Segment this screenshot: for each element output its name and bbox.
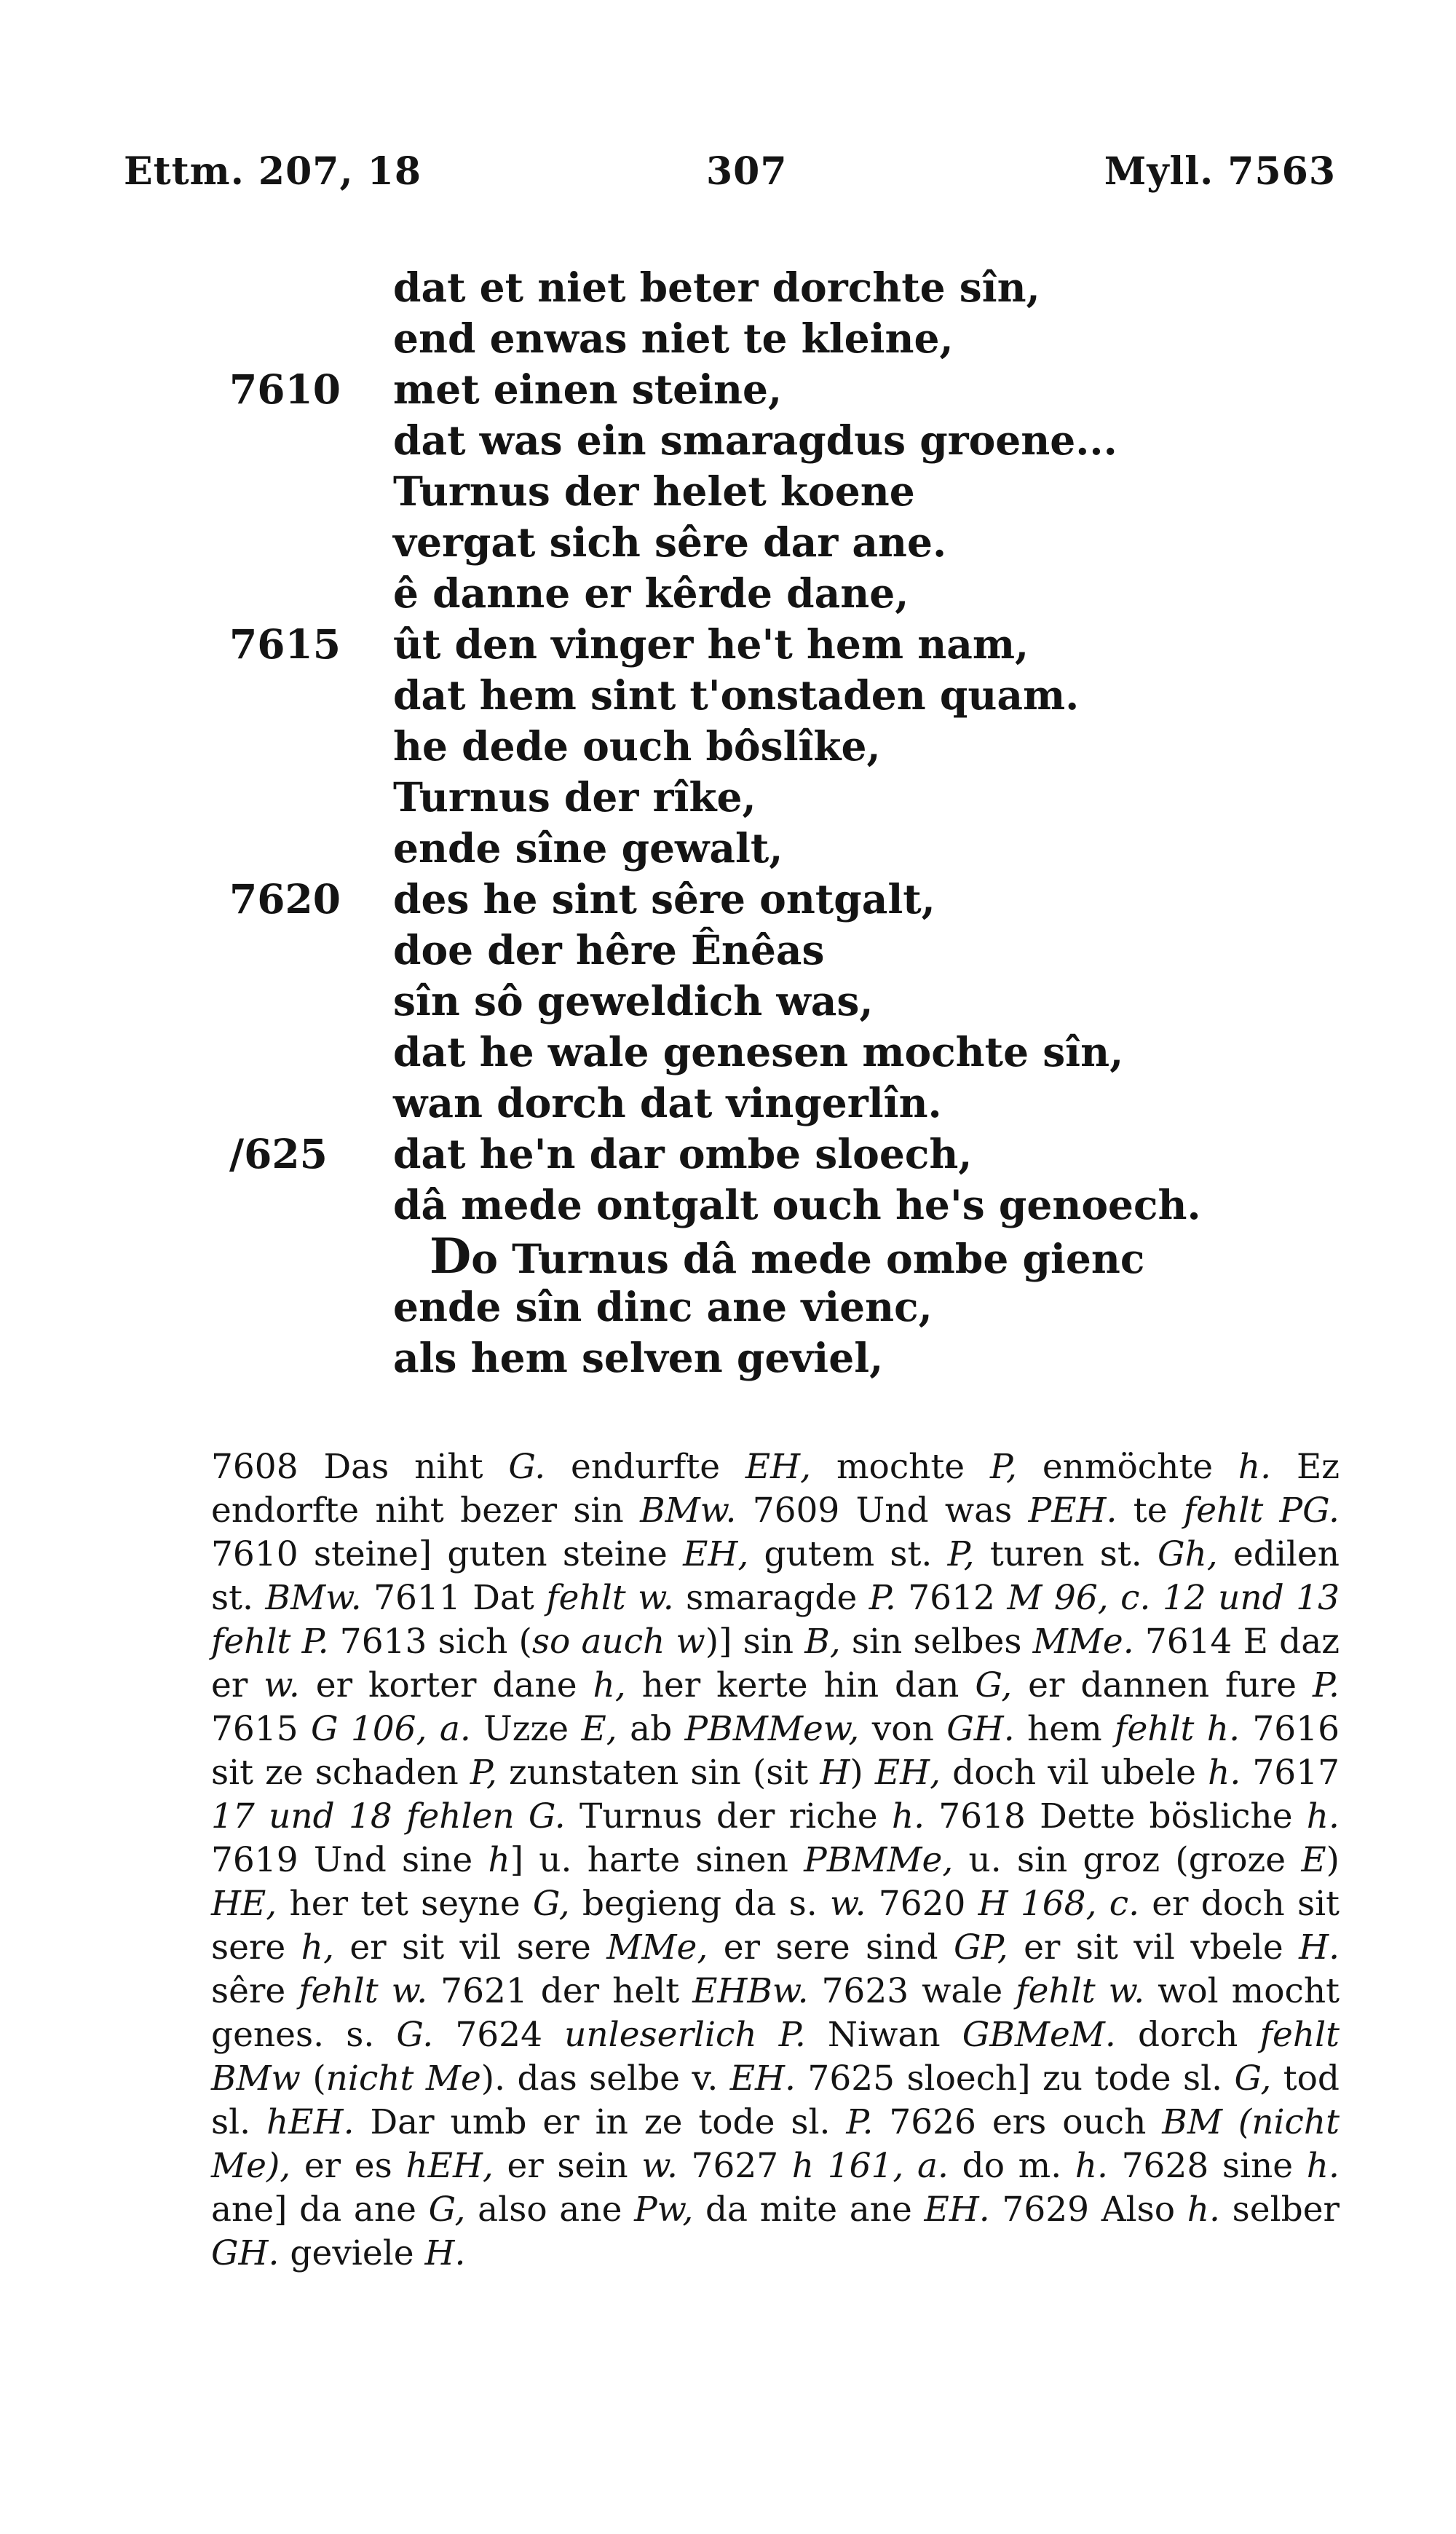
siglum: w. bbox=[641, 2146, 678, 2186]
apparatus-text: sêre bbox=[211, 1971, 299, 2011]
verse-line bbox=[0, 1180, 1456, 1231]
verse-line bbox=[0, 1078, 1456, 1129]
siglum: GH. bbox=[211, 2233, 280, 2273]
verse-text: ende sîn dinc ane vienc, bbox=[393, 1283, 933, 1330]
page-number: 307 bbox=[706, 149, 788, 194]
apparatus-text: also ane bbox=[465, 2190, 635, 2230]
apparatus-text: 7610 steine] guten steine bbox=[211, 1534, 684, 1574]
siglum: E, bbox=[581, 1709, 617, 1749]
apparatus-text: er sein bbox=[493, 2146, 642, 2186]
verse-number: 7615 bbox=[229, 620, 341, 668]
siglum: EH, bbox=[874, 1753, 941, 1793]
siglum: PEH. bbox=[1028, 1491, 1117, 1531]
siglum: 17 und 18 fehlen G. bbox=[211, 1796, 566, 1836]
verse-text: dat he wale genesen mochte sîn, bbox=[393, 1028, 1124, 1075]
apparatus-text: er korter dane bbox=[299, 1665, 593, 1705]
siglum: so auch w bbox=[531, 1622, 705, 1662]
verse-text: Turnus der helet koene bbox=[393, 467, 915, 515]
siglum: G, bbox=[975, 1665, 1013, 1705]
siglum: PBMMew, bbox=[684, 1709, 860, 1749]
siglum: h. bbox=[1238, 1447, 1272, 1487]
apparatus-text: 7621 der helt bbox=[427, 1971, 693, 2011]
siglum: BMw. bbox=[265, 1578, 362, 1618]
apparatus-text: 7628 sine bbox=[1108, 2146, 1307, 2186]
apparatus-text: 7608 Das niht bbox=[211, 1447, 509, 1487]
siglum: BMw. bbox=[640, 1491, 737, 1531]
apparatus-paragraph bbox=[131, 1445, 1340, 2276]
siglum: w. bbox=[829, 1884, 866, 1924]
siglum: h. bbox=[1075, 2146, 1108, 2186]
verse-text: ende sîne gewalt, bbox=[393, 824, 783, 872]
siglum: PBMMe, bbox=[804, 1840, 954, 1880]
verse-line bbox=[0, 313, 1456, 364]
siglum: h. bbox=[1208, 1753, 1241, 1793]
siglum: G. bbox=[508, 1447, 546, 1487]
verse-text: dat et niet beter dorchte sîn, bbox=[393, 264, 1040, 311]
verse-line bbox=[0, 517, 1456, 568]
verse-line bbox=[0, 466, 1456, 517]
siglum: w. bbox=[264, 1665, 300, 1705]
apparatus-text: begieng da s. bbox=[569, 1884, 830, 1924]
siglum: fehlt w. bbox=[298, 1971, 428, 2011]
apparatus-text: geviele bbox=[279, 2233, 425, 2273]
apparatus-text: turen st. bbox=[974, 1534, 1158, 1574]
apparatus-text: 7623 wale bbox=[808, 1971, 1016, 2011]
apparatus-text: 7629 Also bbox=[989, 2190, 1187, 2230]
verse-text: dâ mede ontgalt ouch he's genoech. bbox=[393, 1181, 1201, 1228]
verse-line bbox=[0, 670, 1456, 721]
verse-text: met einen steine, bbox=[393, 366, 783, 413]
apparatus-text: wol mocht genes. s. bbox=[211, 1971, 1340, 2055]
siglum: HE, bbox=[211, 1884, 277, 1924]
siglum: BM (nicht Me), bbox=[211, 2102, 1340, 2186]
siglum: EHBw. bbox=[692, 1971, 809, 2011]
apparatus-text: er dannen fure bbox=[1012, 1665, 1313, 1705]
siglum: P, bbox=[470, 1753, 497, 1793]
apparatus-text: sin selbes bbox=[840, 1622, 1033, 1662]
apparatus-text: Uzze bbox=[470, 1709, 582, 1749]
apparatus-text: ] u. harte sinen bbox=[510, 1840, 804, 1880]
siglum: EH, bbox=[745, 1447, 812, 1487]
siglum: GP, bbox=[954, 1927, 1008, 1967]
apparatus-text: Turnus der riche bbox=[565, 1796, 892, 1836]
apparatus-text: zunstaten sin (sit bbox=[496, 1753, 820, 1793]
apparatus-text: 7611 Dat bbox=[361, 1578, 547, 1618]
verse-line bbox=[0, 364, 1456, 415]
apparatus-text: Niwan bbox=[805, 2015, 962, 2055]
apparatus-text: ( bbox=[300, 2059, 326, 2099]
verse-text-rest: o Turnus dâ mede ombe gienc bbox=[471, 1235, 1145, 1282]
header-right-reference: Myll. 7563 bbox=[1104, 149, 1336, 194]
apparatus-text: mochte bbox=[811, 1447, 990, 1487]
initial-letter: D bbox=[430, 1228, 472, 1284]
apparatus-text: ). das selbe v. bbox=[480, 2059, 730, 2099]
apparatus-text: 7620 bbox=[866, 1884, 978, 1924]
siglum: G, bbox=[1234, 2059, 1272, 2099]
apparatus-text: te bbox=[1117, 1491, 1184, 1531]
running-header bbox=[124, 149, 1336, 200]
apparatus-text: er es bbox=[290, 2146, 406, 2186]
verse-text: he dede ouch bôslîke, bbox=[393, 722, 881, 770]
verse-line bbox=[0, 1228, 1456, 1284]
apparatus-text: smaragde bbox=[673, 1578, 869, 1618]
apparatus-text: 7618 Dette bösliche bbox=[925, 1796, 1307, 1836]
apparatus-text: 7615 bbox=[211, 1709, 311, 1749]
verse-line bbox=[0, 568, 1456, 619]
siglum: fehlt w. bbox=[546, 1578, 674, 1618]
apparatus-text: doch vil ubele bbox=[941, 1753, 1208, 1793]
verse-line bbox=[0, 721, 1456, 772]
apparatus-text: 7609 Und was bbox=[736, 1491, 1029, 1531]
apparatus-text: 7614 E daz er bbox=[211, 1622, 1340, 1705]
apparatus-text: 7626 ers ouch bbox=[873, 2102, 1163, 2142]
verse-line bbox=[0, 1129, 1456, 1180]
verse-line bbox=[0, 823, 1456, 874]
verse-text: sîn sô geweldich was, bbox=[393, 977, 874, 1025]
siglum: H 168, c. bbox=[978, 1884, 1140, 1924]
siglum: G. bbox=[396, 2015, 434, 2055]
apparatus-text: 7625 sloech] zu tode sl. bbox=[796, 2059, 1235, 2099]
verse-line bbox=[0, 772, 1456, 823]
verse-line bbox=[0, 415, 1456, 466]
apparatus-text: enmöchte bbox=[1017, 1447, 1238, 1487]
verse-line bbox=[0, 1027, 1456, 1078]
siglum: h. bbox=[1187, 2190, 1220, 2230]
siglum: GH. bbox=[946, 1709, 1015, 1749]
verse-number: 7620 bbox=[229, 875, 341, 923]
apparatus-text: er sit vil sere bbox=[333, 1927, 607, 1967]
siglum: h, bbox=[301, 1927, 334, 1967]
siglum: Gh, bbox=[1157, 1534, 1218, 1574]
siglum: h. bbox=[1306, 1796, 1340, 1836]
siglum: fehlt h. bbox=[1115, 1709, 1241, 1749]
apparatus-text: her kerte hin dan bbox=[625, 1665, 976, 1705]
apparatus-text: 7624 bbox=[433, 2015, 565, 2055]
siglum: h 161, a. bbox=[791, 2146, 949, 2186]
verse-number: 7610 bbox=[229, 366, 341, 413]
apparatus-text: ane] da ane bbox=[211, 2190, 429, 2230]
siglum: EH, bbox=[683, 1534, 749, 1574]
siglum: fehlt w. bbox=[1016, 1971, 1145, 2011]
siglum: P, bbox=[989, 1447, 1017, 1487]
apparatus-text: er sere sind bbox=[708, 1927, 954, 1967]
apparatus-text: endurfte bbox=[545, 1447, 745, 1487]
siglum: h, bbox=[593, 1665, 626, 1705]
apparatus-text: edilen st. bbox=[211, 1534, 1340, 1618]
apparatus-text: gutem st. bbox=[748, 1534, 948, 1574]
verse-line bbox=[0, 976, 1456, 1027]
siglum: nicht Me bbox=[325, 2059, 481, 2099]
verse-text: dat was ein smaragdus groene... bbox=[393, 417, 1117, 464]
apparatus-text: 7612 bbox=[895, 1578, 1008, 1618]
apparatus-text: er doch sit sere bbox=[211, 1884, 1340, 1967]
siglum: M 96, c. 12 und 13 fehlt P. bbox=[211, 1578, 1340, 1662]
verse-line bbox=[0, 1282, 1456, 1333]
siglum: MMe. bbox=[1032, 1622, 1134, 1662]
verse-text: ê danne er kêrde dane, bbox=[393, 569, 909, 617]
apparatus-text: da mite ane bbox=[693, 2190, 925, 2230]
header-left-reference: Ettm. 207, 18 bbox=[124, 149, 422, 194]
apparatus-text: )] sin bbox=[705, 1622, 805, 1662]
siglum: EH. bbox=[729, 2059, 796, 2099]
verse-block bbox=[0, 262, 1456, 1384]
siglum: P. bbox=[1312, 1665, 1340, 1705]
siglum: h. bbox=[891, 1796, 925, 1836]
siglum: GBMeM. bbox=[962, 2015, 1116, 2055]
apparatus-text: hem bbox=[1014, 1709, 1115, 1749]
critical-apparatus bbox=[131, 1445, 1340, 2276]
apparatus-text: 7616 sit ze schaden bbox=[211, 1709, 1340, 1793]
verse-text: wan dorch dat vingerlîn. bbox=[393, 1079, 942, 1126]
apparatus-text: Ez endorfte niht bezer sin bbox=[211, 1447, 1340, 1531]
verse-text: vergat sich sêre dar ane. bbox=[393, 518, 947, 566]
apparatus-text: dorch bbox=[1115, 2015, 1260, 2055]
verse-text: Turnus der rîke, bbox=[393, 773, 756, 821]
apparatus-text: ) bbox=[850, 1753, 875, 1793]
verse-line bbox=[0, 1333, 1456, 1384]
siglum: H. bbox=[1299, 1927, 1340, 1967]
apparatus-text: tod sl. bbox=[211, 2059, 1340, 2142]
siglum: G, bbox=[532, 1884, 570, 1924]
verse-line bbox=[0, 619, 1456, 670]
siglum: H bbox=[820, 1753, 850, 1793]
siglum: h. bbox=[1306, 2146, 1340, 2186]
apparatus-text: do m. bbox=[948, 2146, 1075, 2186]
siglum: fehlt PG. bbox=[1183, 1491, 1340, 1531]
apparatus-text: er sit vil vbele bbox=[1008, 1927, 1299, 1967]
verse-number: /625 bbox=[229, 1130, 328, 1177]
apparatus-text: ) bbox=[1326, 1840, 1340, 1880]
verse-text: dat he'n dar ombe sloech, bbox=[393, 1130, 973, 1177]
verse-text: doe der hêre Ênêas bbox=[393, 926, 825, 974]
verse-line bbox=[0, 262, 1456, 313]
verse-line bbox=[0, 874, 1456, 925]
siglum: P, bbox=[947, 1534, 975, 1574]
siglum: fehlt BMw bbox=[211, 2015, 1340, 2099]
apparatus-text: 7613 sich ( bbox=[328, 1622, 532, 1662]
siglum: MMe, bbox=[606, 1927, 708, 1967]
apparatus-text: her tet seyne bbox=[277, 1884, 533, 1924]
apparatus-text: ab bbox=[617, 1709, 685, 1749]
siglum: P. bbox=[869, 1578, 896, 1618]
apparatus-text: Dar umb er in ze tode sl. bbox=[354, 2102, 847, 2142]
verse-text: als hem selven geviel, bbox=[393, 1334, 884, 1381]
verse-text: dat hem sint t'onstaden quam. bbox=[393, 671, 1080, 719]
siglum: H. bbox=[424, 2233, 466, 2273]
apparatus-text: 7617 bbox=[1241, 1753, 1340, 1793]
siglum: EH. bbox=[924, 2190, 990, 2230]
siglum: B, bbox=[804, 1622, 841, 1662]
apparatus-text: von bbox=[859, 1709, 947, 1749]
apparatus-text: selber bbox=[1219, 2190, 1340, 2230]
siglum: h bbox=[488, 1840, 510, 1880]
verse-text: des he sint sêre ontgalt, bbox=[393, 875, 935, 923]
siglum: E bbox=[1301, 1840, 1326, 1880]
siglum: G 106, a. bbox=[310, 1709, 471, 1749]
siglum: P. bbox=[846, 2102, 874, 2142]
siglum: hEH. bbox=[266, 2102, 355, 2142]
verse-text: ût den vinger he't hem nam, bbox=[393, 620, 1029, 668]
siglum: Pw, bbox=[634, 2190, 694, 2230]
siglum: G, bbox=[428, 2190, 466, 2230]
verse-text bbox=[430, 1228, 1145, 1284]
apparatus-text: 7619 Und sine bbox=[211, 1840, 488, 1880]
siglum: unleserlich P. bbox=[564, 2015, 806, 2055]
apparatus-text: u. sin groz (groze bbox=[953, 1840, 1302, 1880]
verse-line bbox=[0, 925, 1456, 976]
apparatus-text: 7627 bbox=[677, 2146, 792, 2186]
verse-text: end enwas niet te kleine, bbox=[393, 315, 954, 362]
siglum: hEH, bbox=[405, 2146, 494, 2186]
